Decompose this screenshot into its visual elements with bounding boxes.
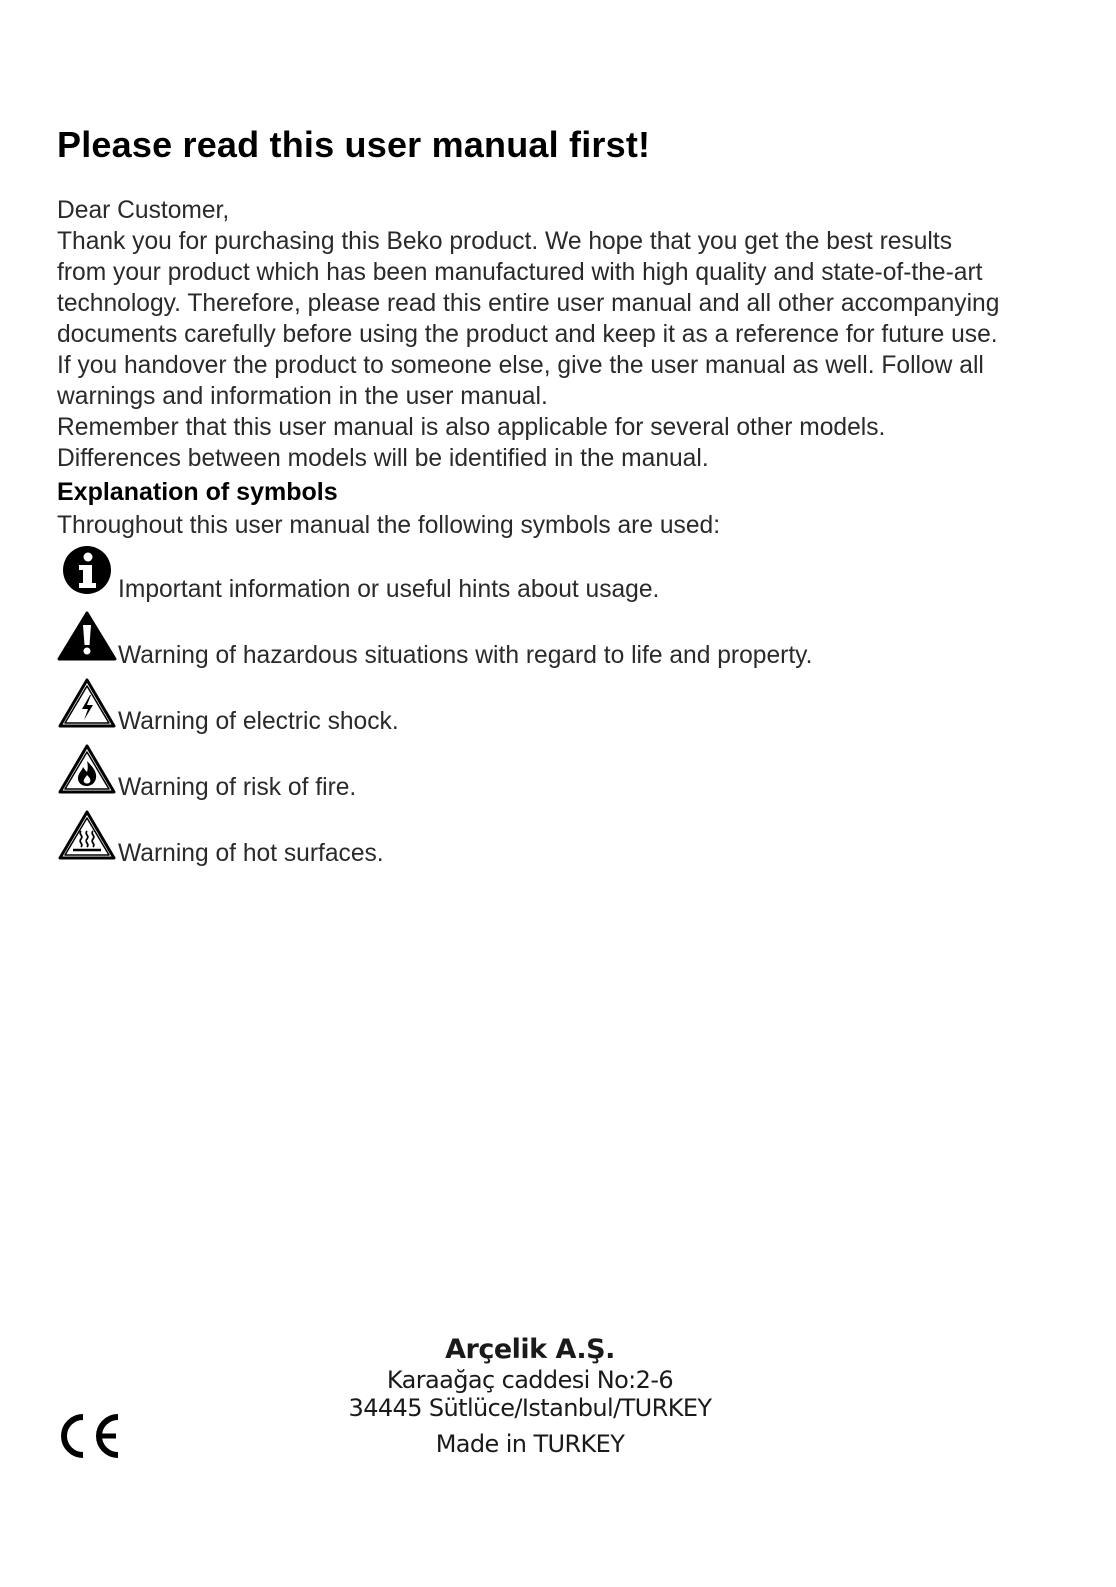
symbol-label: Warning of hazardous situations with regard to life and property. [118,642,813,669]
ce-mark-icon [56,1411,124,1461]
address-line: Karaağaç caddesi No:2-6 [386,1366,674,1394]
made-in-label: Made in TURKEY [435,1430,625,1458]
intro-line: Differences between models will be identified in the manual. [57,445,709,472]
address-line: 34445 Sütlüce/Istanbul/TURKEY [348,1394,712,1422]
company-name: Arçelik A.Ş. [445,1334,615,1365]
intro-line: Remember that this user manual is also applicable for several other models. [57,414,886,441]
symbol-label: Warning of electric shock. [118,708,399,735]
symbols-heading: Explanation of symbols [57,478,338,506]
info-icon [57,545,117,603]
symbol-label: Important information or useful hints about usage. [118,576,660,603]
manufacturer-address [330,1334,730,1458]
symbol-item-fire [57,743,1057,803]
symbol-label: Warning of hot surfaces. [118,840,384,867]
intro-line: documents carefully before using the product and keep it as a reference for future use. [57,321,998,348]
fire-warning-icon [57,743,117,801]
electric-shock-warning-icon [57,677,117,735]
intro-text [57,195,1067,474]
intro-line: from your product which has been manufactured with high quality and state-of-the-art [57,259,983,286]
symbol-item-electric [57,677,1057,737]
hazard-warning-icon [57,611,117,669]
intro-line: technology. Therefore, please read this entire user manual and all other accompanying [57,290,1000,317]
symbol-item-hot-surface [57,809,1057,869]
symbol-label: Warning of risk of fire. [118,774,357,801]
symbol-item-hazard [57,611,1057,671]
symbol-item-info [57,545,1057,605]
intro-line: Dear Customer, [57,197,230,224]
symbols-intro: Throughout this user manual the following symbols are used: [57,512,721,539]
page-title: Please read this user manual first! [57,124,651,165]
intro-line: If you handover the product to someone else, give the user manual as well. Follow all [57,352,984,379]
intro-line: Thank you for purchasing this Beko product. We hope that you get the best results [57,228,953,255]
intro-line: warnings and information in the user manual. [57,383,548,410]
hot-surface-warning-icon [57,809,117,867]
